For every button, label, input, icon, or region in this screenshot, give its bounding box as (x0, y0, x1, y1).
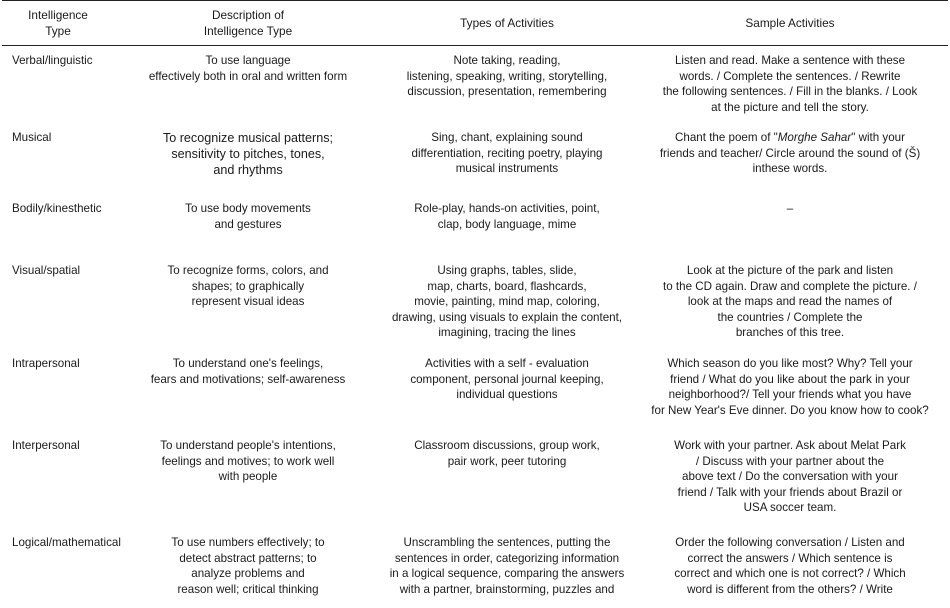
type-verbal-linguistic: Verbal/linguistic (12, 54, 93, 67)
row-activities (382, 194, 632, 256)
activities-visual-spatial: Using graphs, tables, slide, map, charts, board, flashcards, movie, painting, mind map, coloring, drawing, using visuals to explain the content, imagining, tracing the lines (391, 264, 623, 339)
samples-musical (660, 131, 920, 175)
row-samples (632, 123, 948, 194)
row-intelligence-type (2, 349, 114, 431)
header-sample-activities-text: Sample Activities (745, 16, 835, 30)
row-intelligence-type (2, 256, 114, 349)
type-intrapersonal: Intrapersonal (12, 357, 80, 370)
samples-musical-poem-title: Morghe Sahar (777, 131, 852, 144)
table-row (2, 528, 948, 605)
row-intelligence-type (2, 431, 114, 528)
samples-verbal-linguistic: Listen and read. Make a sentence with these words. / Complete the sentences. / Rewrite the following sentences. / Fill in the blanks. / Look at the picture and tell the story. (662, 54, 918, 114)
description-verbal-linguistic: To use language effectively both in oral and written form (148, 54, 348, 83)
header-description (114, 1, 382, 46)
row-intelligence-type (2, 123, 114, 194)
table-row (2, 46, 948, 124)
samples-visual-spatial: Look at the picture of the park and listen to the CD again. Draw and complete the picture. / look at the maps and read the names of the countries / Complete the branches of this tree. (663, 264, 917, 339)
samples-logical-mathematical: Order the following conversation / Listen and correct the answers / Which sentence is correct and which one is not correct? / Which word is different from the others? / Write (674, 536, 906, 596)
row-samples (632, 46, 948, 124)
row-activities (382, 256, 632, 349)
table-row (2, 431, 948, 528)
activities-bodily-kinesthetic: Role-play, hands-on activities, point, clap, body language, mime (414, 202, 600, 231)
type-interpersonal: Interpersonal (12, 439, 80, 452)
row-activities (382, 123, 632, 194)
samples-bodily-kinesthetic: – (786, 202, 794, 215)
samples-musical-pre: Chant the poem of " (675, 131, 778, 144)
table-row (2, 256, 948, 349)
activities-musical: Sing, chant, explaining sound differentiation, reciting poetry, playing musical instruments (411, 131, 603, 175)
header-types-of-activities (382, 1, 632, 46)
description-musical: To recognize musical patterns; sensitivity to pitches, tones, and rhythms (162, 131, 334, 177)
type-musical: Musical (12, 131, 52, 144)
row-intelligence-type (2, 528, 121, 605)
table-row (2, 349, 948, 431)
row-activities (382, 431, 632, 528)
row-samples (632, 256, 948, 349)
activities-intrapersonal: Activities with a self - evaluation component, personal journal keeping, individual questions (410, 357, 604, 401)
intelligence-activities-table (2, 0, 948, 605)
table-row (2, 123, 948, 194)
table-row (2, 194, 948, 256)
row-activities (382, 46, 632, 124)
row-intelligence-type (2, 194, 114, 256)
row-description (114, 123, 382, 194)
description-interpersonal: To understand people's intentions, feelings and motives; to work well with people (160, 439, 336, 483)
header-intelligence-type (2, 1, 114, 46)
description-bodily-kinesthetic: To use body movements and gestures (185, 202, 311, 231)
row-samples (632, 194, 948, 256)
row-description (114, 528, 382, 605)
row-description (114, 349, 382, 431)
activities-verbal-linguistic: Note taking, reading, listening, speaking, writing, storytelling, discussion, presentation, remembering (406, 54, 608, 98)
type-bodily-kinesthetic: Bodily/kinesthetic (12, 202, 102, 215)
row-samples (632, 528, 948, 605)
description-visual-spatial: To recognize forms, colors, and shapes; to graphically represent visual ideas (167, 264, 329, 308)
row-description (114, 194, 382, 256)
table-body (2, 46, 948, 606)
description-intrapersonal: To understand one's feelings, fears and motivations; self-awareness (150, 357, 346, 386)
row-activities (382, 528, 632, 605)
activities-logical-mathematical: Unscrambling the sentences, putting the sentences in order, categorizing information in a logical sequence, comparing the answers with a partner, brainstorming, puzzles and (389, 536, 625, 596)
row-description (114, 256, 382, 349)
header-description-text: Description of Intelligence Type (203, 8, 293, 38)
row-activities (382, 349, 632, 431)
row-description (114, 431, 382, 528)
header-intelligence-type-text: Intelligence Type (28, 8, 88, 38)
description-logical-mathematical: To use numbers effectively; to detect abstract patterns; to analyze problems and reason well; critical thinking (171, 536, 325, 596)
header-sample-activities (632, 1, 948, 46)
samples-musical-post: " with your friends and teacher/ Circle around the sound of (Š) inthese words. (659, 131, 921, 175)
row-samples (632, 349, 948, 431)
activities-interpersonal: Classroom discussions, group work, pair work, peer tutoring (414, 439, 600, 468)
type-visual-spatial: Visual/spatial (12, 264, 81, 277)
row-samples (632, 431, 948, 528)
row-intelligence-type (2, 46, 114, 124)
type-logical-mathematical: Logical/mathematical (12, 536, 121, 549)
samples-interpersonal: Work with your partner. Ask about Melat Park / Discuss with your partner about the above text / Do the conversation with your friend / Talk with your friends about Brazil or USA soccer team. (674, 439, 906, 514)
header-row (2, 1, 948, 46)
table-header (2, 1, 948, 46)
row-description (114, 46, 382, 124)
samples-intrapersonal: Which season do you like most? Why? Tell your friend / What do you like about the park in your neighborhood?/ Tell your friends what you have for New Year's Eve dinner. Do you know how to cook? (651, 357, 929, 417)
header-types-of-activities-text: Types of Activities (460, 16, 554, 30)
